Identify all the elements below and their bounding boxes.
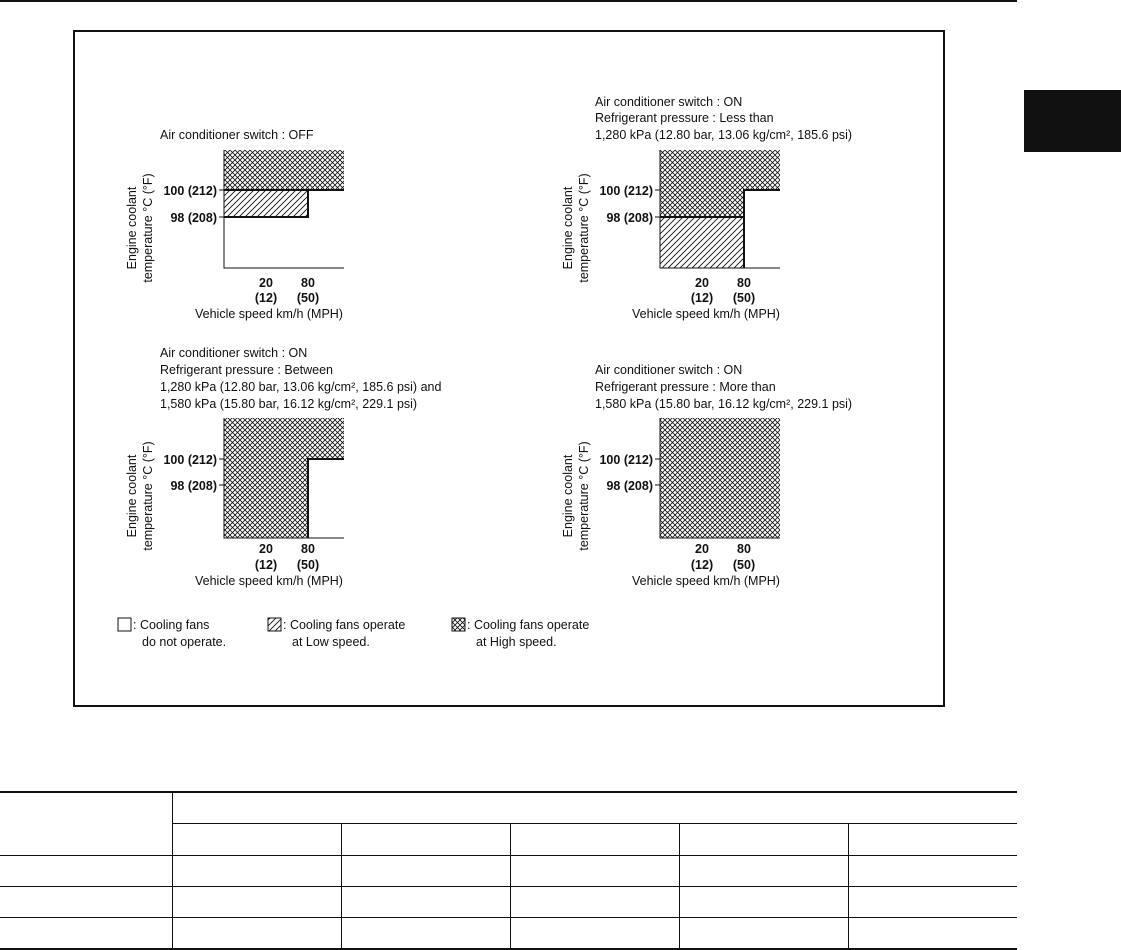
- legend-text: at High speed.: [476, 635, 557, 649]
- panel-ac-on-high-pressure: [561, 363, 852, 588]
- legend-text: : Cooling fans operate: [283, 618, 406, 632]
- table-cell: [510, 856, 679, 887]
- table-cell: [341, 918, 510, 950]
- table-cell: [510, 887, 679, 918]
- x-tick-label: (50): [296, 291, 320, 305]
- y-tick-label: 100 (212): [163, 184, 217, 198]
- table-cell: [341, 824, 510, 856]
- y-tick-label: 100 (212): [599, 184, 653, 198]
- x-tick-label: (50): [296, 558, 320, 572]
- panel-condition-line: Refrigerant pressure : More than: [595, 380, 776, 394]
- table-cell: [172, 792, 1017, 824]
- x-tick-label: 20: [259, 276, 273, 290]
- y-tick-label: 98 (208): [606, 211, 653, 225]
- x-tick-label: 80: [737, 276, 751, 290]
- legend-item-not-operating: [118, 618, 226, 649]
- table-row: [0, 918, 1017, 950]
- table-cell: [679, 856, 848, 887]
- panel-condition-line: Air conditioner switch : OFF: [160, 128, 314, 142]
- y-axis-label: temperature °C (°F): [141, 173, 155, 283]
- x-tick-label: (50): [732, 291, 756, 305]
- y-axis-label: Engine coolant: [561, 454, 575, 538]
- panel-condition-line: 1,280 kPa (12.80 bar, 13.06 kg/cm², 185.6 psi) and: [160, 380, 442, 394]
- x-tick-label: (12): [254, 291, 278, 305]
- x-tick-label: 80: [301, 276, 315, 290]
- x-axis-label: Vehicle speed km/h (MPH): [195, 574, 343, 588]
- table-cell: [848, 918, 1017, 950]
- table-cell: [172, 824, 341, 856]
- high-speed-zone: [224, 150, 344, 190]
- table-header-row: [0, 792, 1017, 824]
- panel-condition-line: 1,280 kPa (12.80 bar, 13.06 kg/cm², 185.6 psi): [595, 128, 853, 142]
- panel-condition-line: Refrigerant pressure : Between: [160, 363, 334, 377]
- y-tick-label: 98 (208): [170, 479, 217, 493]
- high-speed-zone: [224, 459, 308, 538]
- table-cell: [0, 856, 172, 887]
- panel-condition-line: Air conditioner switch : ON: [160, 346, 308, 360]
- high-speed-zone: [660, 150, 780, 190]
- legend-text: : Cooling fans: [133, 618, 210, 632]
- x-axis-label: Vehicle speed km/h (MPH): [195, 307, 343, 321]
- x-tick-label: 80: [737, 542, 751, 556]
- low-speed-zone: [224, 190, 308, 217]
- y-axis-label: Engine coolant: [561, 186, 575, 270]
- table-row: [0, 856, 1017, 887]
- legend-item-high-speed: [452, 618, 589, 649]
- legend-swatch-blank: [118, 618, 131, 631]
- x-tick-label: (12): [690, 291, 714, 305]
- table-cell: [172, 918, 341, 950]
- y-tick-label: 98 (208): [606, 479, 653, 493]
- y-tick-label: 98 (208): [170, 211, 217, 225]
- x-tick-label: 20: [259, 542, 273, 556]
- table-cell: [0, 887, 172, 918]
- y-axis-label: temperature °C (°F): [577, 173, 591, 283]
- table-cell: [172, 887, 341, 918]
- x-tick-label: (12): [254, 558, 278, 572]
- legend-text: do not operate.: [142, 635, 227, 649]
- legend-swatch-crosshatch: [452, 618, 465, 631]
- x-axis-label: Vehicle speed km/h (MPH): [632, 574, 780, 588]
- panel-condition-line: Refrigerant pressure : Less than: [595, 111, 774, 125]
- table-cell: [172, 856, 341, 887]
- panel-condition-line: Air conditioner switch : ON: [595, 95, 743, 109]
- high-speed-zone: [660, 418, 780, 538]
- legend-text: at Low speed.: [292, 635, 370, 649]
- x-tick-label: 20: [695, 542, 709, 556]
- table-cell: [0, 918, 172, 950]
- y-axis-label: temperature °C (°F): [141, 441, 155, 551]
- y-axis-label: temperature °C (°F): [577, 441, 591, 551]
- x-tick-label: (50): [732, 558, 756, 572]
- x-tick-label: 20: [695, 276, 709, 290]
- table-cell: [679, 918, 848, 950]
- panel-ac-on-mid-pressure: [125, 346, 441, 588]
- table-cell: [679, 824, 848, 856]
- table-cell: [341, 887, 510, 918]
- low-speed-zone: [660, 217, 744, 268]
- spec-table: [0, 791, 1017, 950]
- table-cell: [848, 856, 1017, 887]
- legend-item-low-speed: [268, 618, 405, 649]
- table-cell: [848, 887, 1017, 918]
- table-row: [0, 887, 1017, 918]
- zone-boundary: [308, 459, 344, 538]
- table-cell: [510, 824, 679, 856]
- panel-condition-line: Air conditioner switch : ON: [595, 363, 743, 377]
- table-cell: [0, 792, 172, 856]
- x-tick-label: (12): [690, 558, 714, 572]
- high-speed-zone: [660, 190, 744, 217]
- table-cell: [510, 918, 679, 950]
- x-tick-label: 80: [301, 542, 315, 556]
- table-cell: [341, 856, 510, 887]
- table-cell: [848, 824, 1017, 856]
- panel-ac-off: [125, 128, 344, 321]
- legend-text: : Cooling fans operate: [467, 618, 590, 632]
- y-tick-label: 100 (212): [163, 453, 217, 467]
- panel-condition-line: 1,580 kPa (15.80 bar, 16.12 kg/cm², 229.1 psi): [595, 397, 853, 411]
- panel-ac-on-low-pressure: [561, 95, 852, 321]
- legend: [118, 618, 589, 649]
- legend-swatch-hatch: [268, 618, 281, 631]
- high-speed-zone: [224, 418, 344, 459]
- table-cell: [679, 887, 848, 918]
- y-axis-label: Engine coolant: [125, 454, 139, 538]
- x-axis-label: Vehicle speed km/h (MPH): [632, 307, 780, 321]
- y-axis-label: Engine coolant: [125, 186, 139, 270]
- panel-condition-line: 1,580 kPa (15.80 bar, 16.12 kg/cm², 229.1 psi): [160, 397, 418, 411]
- y-tick-label: 100 (212): [599, 453, 653, 467]
